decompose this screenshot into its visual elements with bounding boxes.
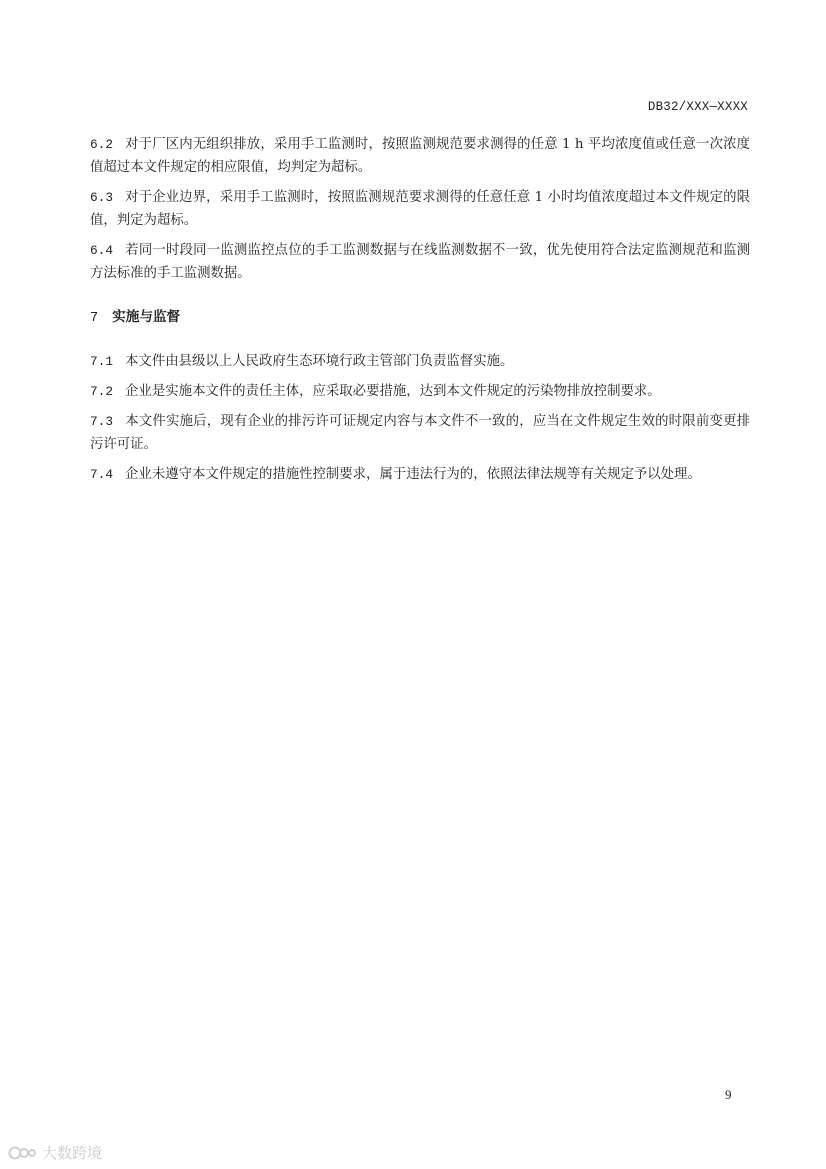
clause-number: 7.3 [90, 414, 114, 429]
clause-text: 企业未遵守本文件规定的措施性控制要求，属于违法行为的，依照法律法规等有关规定予以处理。 [125, 467, 701, 482]
clause-number: 6.2 [90, 137, 114, 152]
clause-text: 若同一时段同一监测监控点位的手工监测数据与在线监测数据不一致，优先使用符合法定监测规范和监测方法标准的手工监测数据。 [90, 243, 750, 281]
clause-6-3 [90, 186, 750, 232]
clause-6-4 [90, 239, 750, 285]
clause-number: 7.2 [90, 384, 114, 399]
clause-text: 企业是实施本文件的责任主体，应采取必要措施，达到本文件规定的污染物排放控制要求。 [125, 384, 661, 399]
clause-number: 7.4 [90, 467, 114, 482]
clause-7-3 [90, 410, 750, 456]
watermark [8, 1142, 102, 1163]
clause-number: 6.4 [90, 243, 114, 258]
section-heading [90, 307, 750, 329]
clause-text: 对于厂区内无组织排放，采用手工监测时，按照监测规范要求测得的任意 1 h 平均浓度值或任意一次浓度值超过本文件规定的相应限值，均判定为超标。 [90, 137, 750, 175]
document-body [90, 133, 750, 493]
clause-number: 6.3 [90, 190, 114, 205]
page-number: 9 [725, 1087, 732, 1102]
clause-6-2 [90, 133, 750, 179]
logo-icon [8, 1143, 38, 1163]
clause-text: 本文件由县级以上人民政府生态环境行政主管部门负责监督实施。 [125, 354, 514, 369]
clause-text: 本文件实施后，现有企业的排污许可证规定内容与本文件不一致的，应当在文件规定生效的时限前变更排污许可证。 [90, 414, 750, 452]
clause-number: 7.1 [90, 354, 114, 369]
clause-7-1 [90, 350, 750, 373]
clause-text: 对于企业边界，采用手工监测时，按照监测规范要求测得的任意任意 1 小时均值浓度超过本文件规定的限值，判定为超标。 [90, 190, 750, 228]
section-title-text: 实施与监督 [112, 309, 181, 325]
clause-7-2 [90, 380, 750, 403]
clause-7-4 [90, 463, 750, 486]
watermark-text: 大数跨境 [42, 1144, 103, 1162]
section-number: 7 [90, 311, 99, 326]
standard-code: DB32/XXX—XXXX [647, 100, 748, 114]
